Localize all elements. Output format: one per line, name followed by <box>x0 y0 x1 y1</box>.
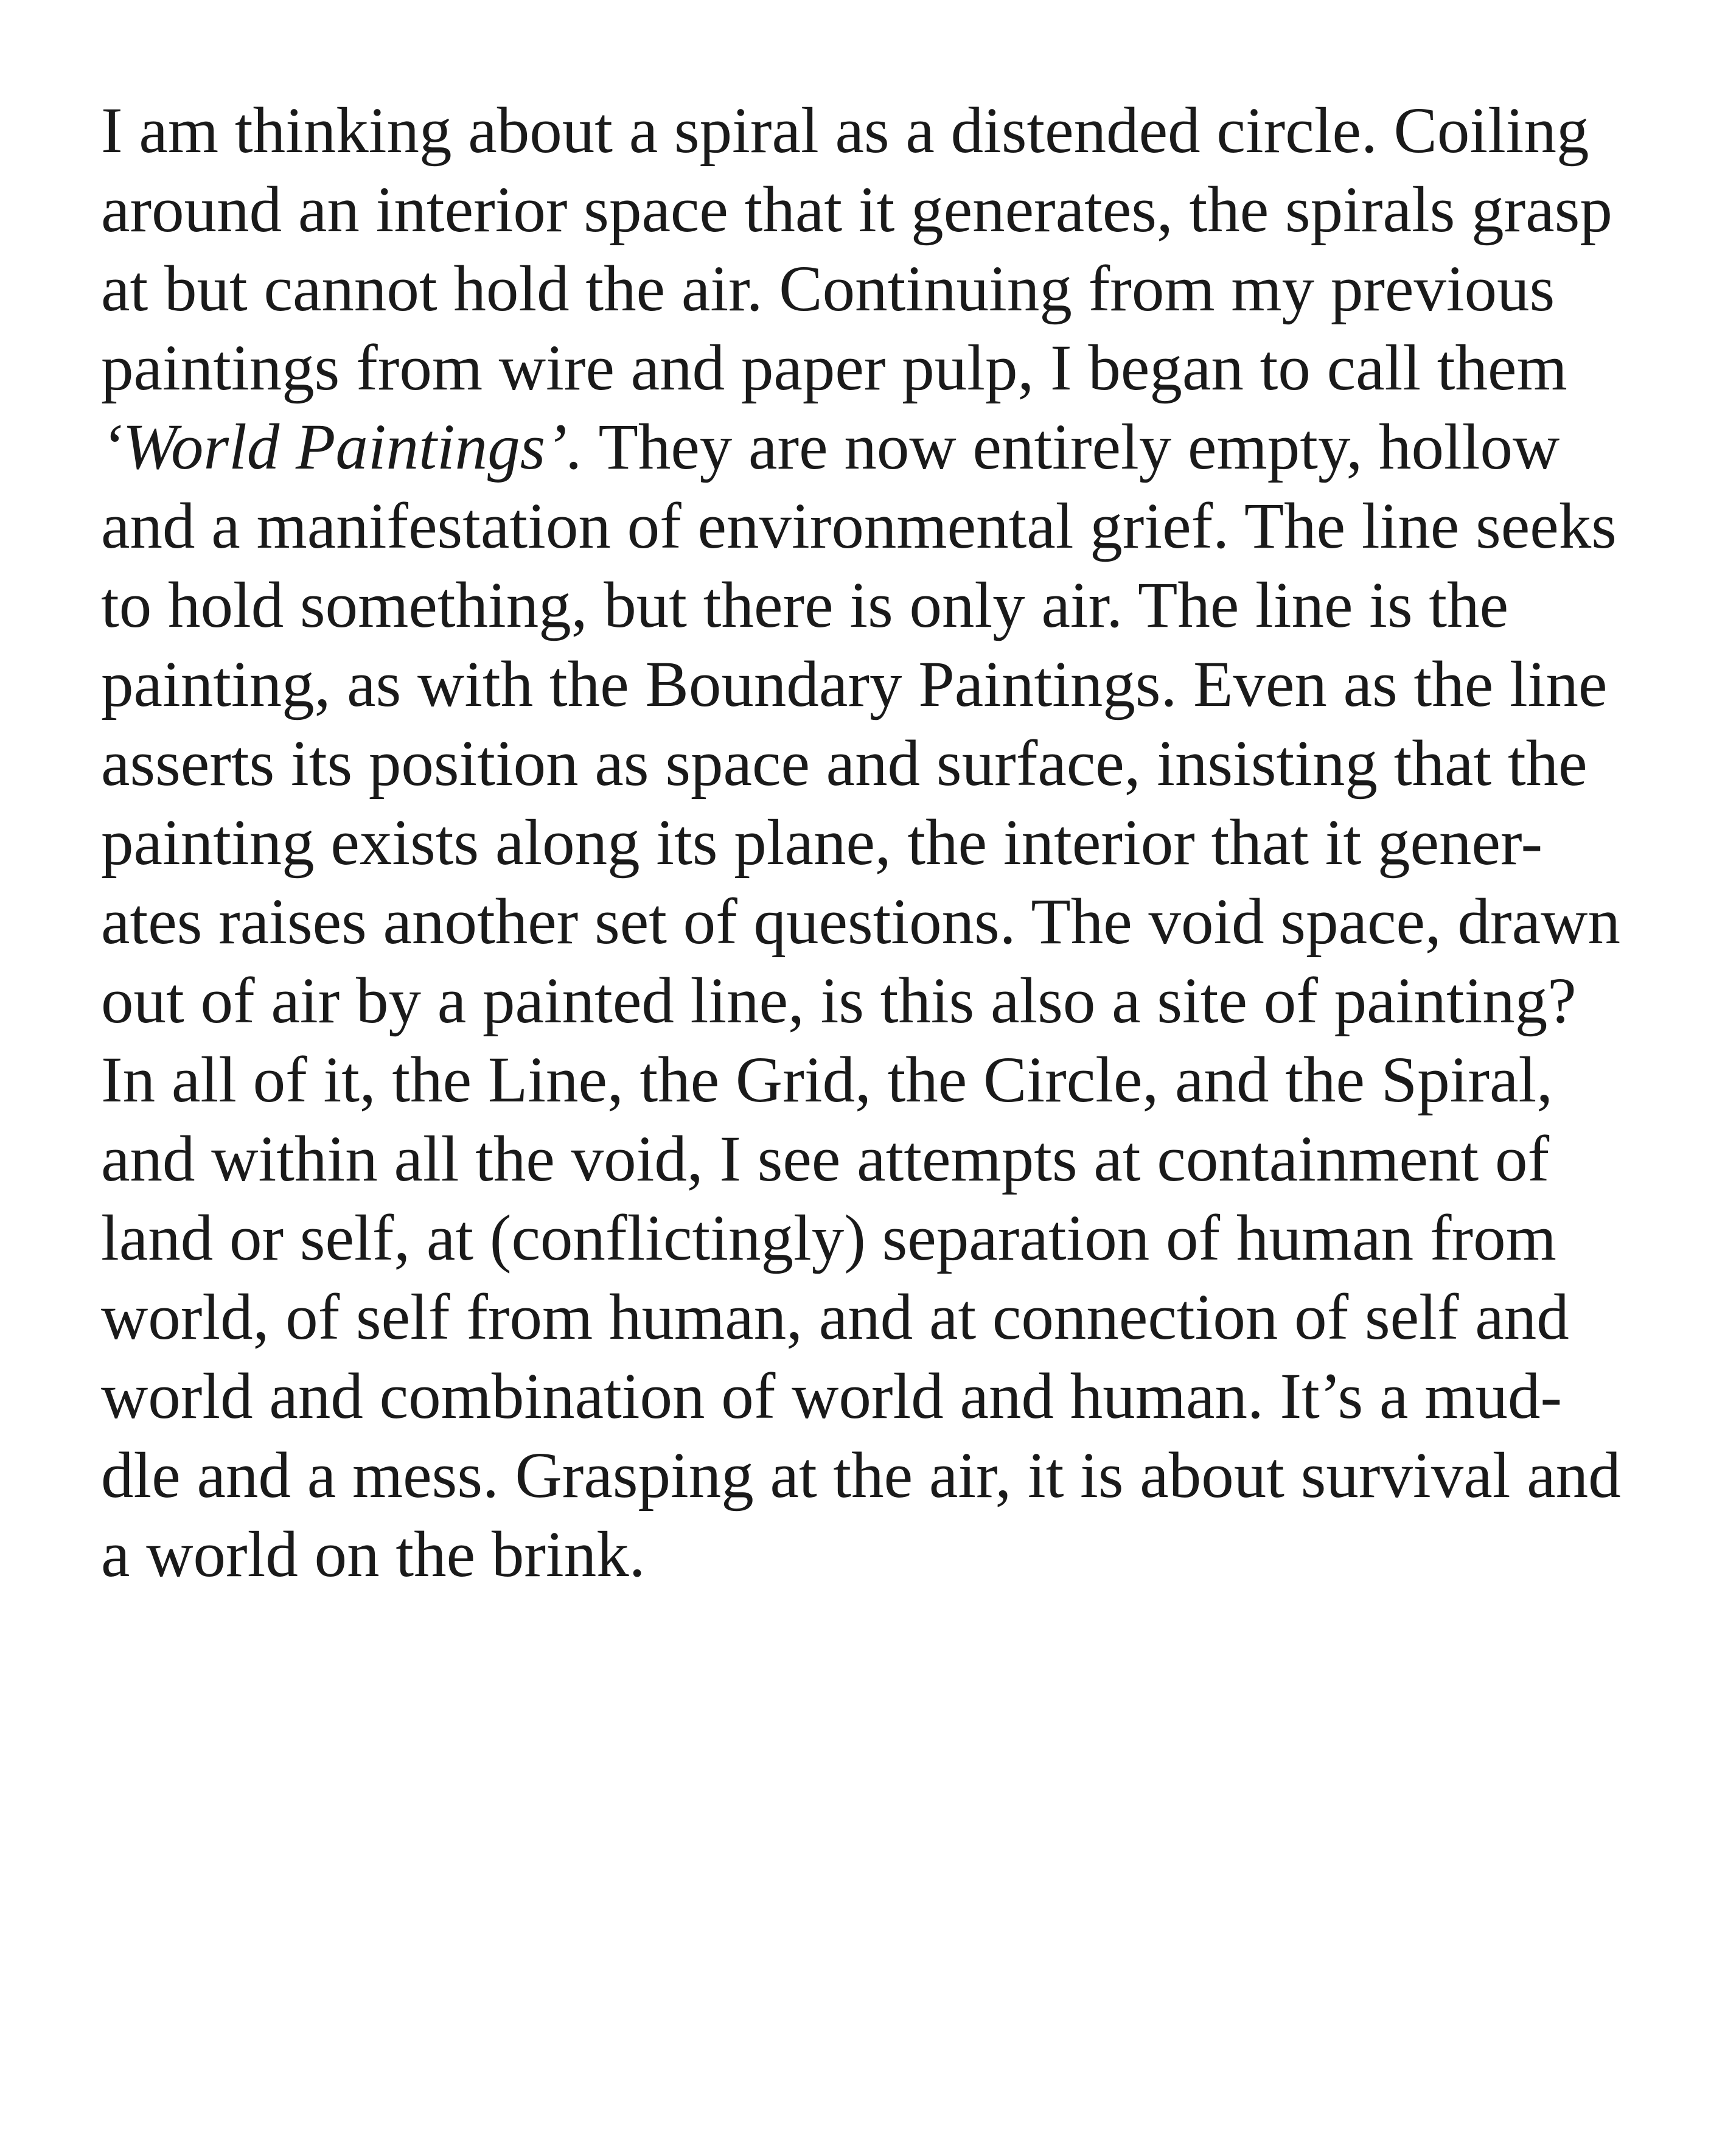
text-line: painting exists along its plane, the interior that it gener- <box>101 807 1543 879</box>
text-line: asserts its position as space and surface, insisting that the <box>101 728 1587 800</box>
text-line: at but cannot hold the air. Continuing from my previous <box>101 253 1555 325</box>
text-line: I am thinking about a spiral as a distended circle. Coiling <box>101 95 1589 167</box>
text-line <box>101 408 1659 487</box>
text-line: land or self, at (conflictingly) separation of human from <box>101 1202 1556 1274</box>
text-line: and within all the void, I see attempts at containment of <box>101 1123 1550 1195</box>
text-line: to hold something, but there is only air. The line is the <box>101 570 1509 641</box>
text-line: dle and a mess. Grasping at the air, it is about survival and <box>101 1440 1621 1512</box>
text-line: paintings from wire and paper pulp, I began to call them <box>101 332 1567 404</box>
text-line-rest: They are now entirely empty, hollow <box>583 411 1560 483</box>
text-line: around an interior space that it generates, the spirals grasp <box>101 174 1612 246</box>
body-paragraph <box>101 91 1659 1594</box>
text-line: out of air by a painted line, is this also a site of painting? <box>101 965 1577 1037</box>
text-line: painting, as with the Boundary Paintings. Even as the line <box>101 649 1608 720</box>
text-line: a world on the brink. <box>101 1519 646 1591</box>
text-line: and a manifestation of environmental grief. The line seeks <box>101 490 1617 562</box>
text-line: ates raises another set of questions. The void space, drawn <box>101 886 1620 958</box>
italic-title: ‘World Paintings’. <box>101 411 584 483</box>
text-line: world, of self from human, and at connection of self and <box>101 1282 1569 1353</box>
text-line: world and combination of world and human. It’s a mud- <box>101 1361 1563 1432</box>
text-line: In all of it, the Line, the Grid, the Circle, and the Spiral, <box>101 1044 1553 1116</box>
